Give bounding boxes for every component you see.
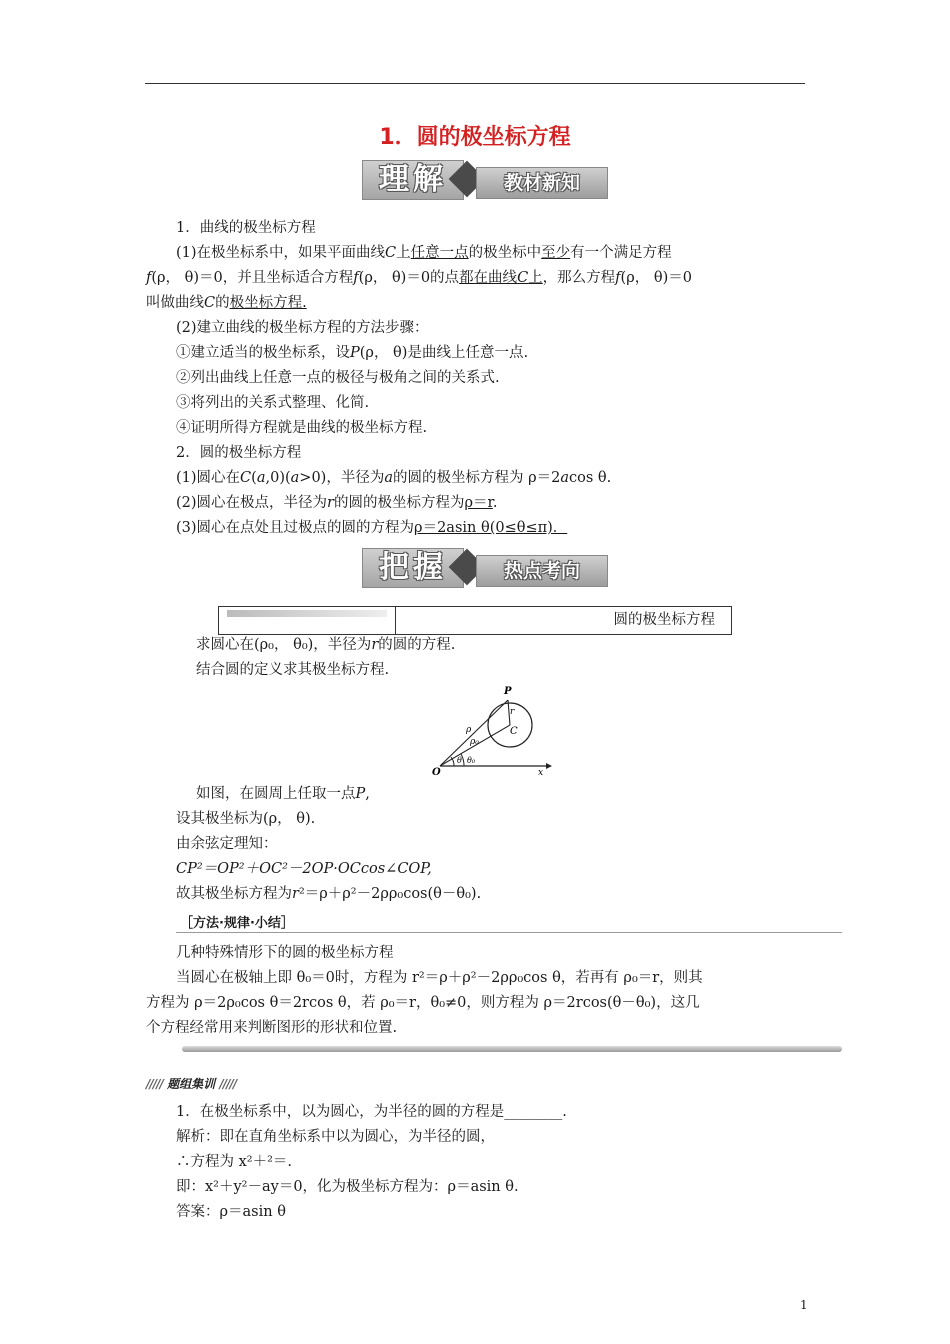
polar-circle-figure: [430, 682, 554, 776]
section-heading: 2．圆的极坐标方程: [176, 445, 302, 461]
summary-line: 当圆心在极轴上即 θ₀＝0时，方程为 r²＝ρ＋ρ²－2ρρ₀cos θ，若再有 ρ₀＝r，则其: [176, 970, 703, 986]
hatch-right-icon: /////: [219, 1077, 237, 1091]
banner-small-text: 教材新知: [476, 167, 608, 199]
solution-line: 故其极坐标方程为r²＝ρ＋ρ²－2ρρ₀cos(θ－θ₀).: [176, 886, 482, 902]
step-item: ④证明所得方程就是曲线的极坐标方程.: [176, 420, 428, 436]
paragraph-line: (3)圆心在点处且过极点的圆的方程为ρ＝2asin θ(0≤θ≤π)．: [176, 520, 568, 536]
solution-formula: CP²＝OP²＋OC²－2OP·OCcos∠COP,: [176, 861, 432, 877]
summary-line: 个方程经常用来判断图形的形状和位置.: [146, 1020, 398, 1036]
label-rho0: ρ₀: [470, 737, 479, 747]
section-heading: 1．曲线的极坐标方程: [176, 220, 316, 236]
decorative-bar: [227, 610, 387, 617]
summary-line: 方程为 ρ＝2ρ₀cos θ＝2rcos θ，若 ρ₀＝r，θ₀≠0，则方程为 ρ＝2rcos(θ－θ₀)，这几: [146, 995, 700, 1011]
banner-big-text: 理解: [362, 160, 464, 200]
label-o: O: [432, 767, 441, 776]
practice-solution: ∴方程为 x²＋²＝.: [176, 1154, 293, 1170]
step-item: ②列出曲线上任意一点的极径与极角之间的关系式.: [176, 370, 500, 386]
banner-grasp: [362, 546, 622, 594]
banner-big-text: 把握: [362, 548, 464, 588]
practice-question: 1．在极坐标系中，以为圆心，为半径的圆的方程是________.: [176, 1104, 567, 1120]
hatch-left-icon: /////: [146, 1077, 163, 1091]
paragraph-line: (1)在极坐标系中，如果平面曲线C上任意一点的极坐标中至少有一个满足方程: [176, 245, 672, 261]
example-hint: 结合圆的定义求其极坐标方程.: [196, 662, 390, 678]
page-number: 1: [800, 1298, 808, 1312]
solution-line: 设其极坐标为(ρ， θ).: [176, 811, 316, 827]
solution-line: 如图，在圆周上任取一点P,: [196, 786, 370, 802]
label-x: x: [538, 768, 544, 776]
topic-table: [218, 606, 732, 635]
practice-solution: 解析：即在直角坐标系中以为圆心，为半径的圆，: [176, 1129, 495, 1145]
paragraph-line: f(ρ， θ)＝0，并且坐标适合方程f(ρ， θ)＝0的点都在曲线C上，那么方程f(ρ， θ)＝0: [146, 270, 692, 286]
label-p: P: [504, 686, 512, 697]
step-item: ①建立适当的极坐标系，设P(ρ， θ)是曲线上任意一点.: [176, 345, 529, 361]
banner-understand: [362, 158, 622, 206]
axis-arrow: [546, 763, 552, 769]
table-cell-right: 圆的极坐标方程: [613, 612, 715, 628]
summary-heading: ［方法·规律·小结］: [180, 912, 300, 931]
practice-answer: 答案：ρ＝asin θ: [176, 1204, 286, 1220]
banner-small-text: 热点考向: [476, 555, 608, 587]
paragraph-line: (1)圆心在C(a,0)(a>0)，半径为a的圆的极坐标方程为 ρ＝2acos θ.: [176, 470, 612, 486]
example-question: 求圆心在(ρ₀， θ₀)，半径为r的圆的方程.: [196, 637, 456, 653]
paragraph-line: 叫做曲线C的极坐标方程.: [146, 295, 307, 311]
table-cell-left: [219, 607, 396, 634]
summary-title: 几种特殊情形下的圆的极坐标方程: [176, 945, 394, 961]
practice-label: ///// 题组集训 /////: [146, 1077, 237, 1091]
paragraph-line: (2)建立曲线的极坐标方程的方法步骤：: [176, 320, 429, 336]
label-rho: ρ: [466, 725, 472, 735]
paragraph-line: (2)圆心在极点，半径为r的圆的极坐标方程为ρ＝r.: [176, 495, 498, 511]
summary-bottom-bar: [182, 1046, 842, 1052]
solution-line: 由余弦定理知：: [176, 836, 278, 852]
summary-top-border: [176, 932, 842, 933]
step-item: ③将列出的关系式整理、化简.: [176, 395, 370, 411]
label-c: C: [510, 726, 518, 737]
header-rule: [145, 83, 805, 84]
practice-solution: 即：x²＋y²－ay＝0，化为极坐标方程为：ρ＝asin θ.: [176, 1179, 519, 1195]
page-title: 1．圆的极坐标方程: [379, 125, 571, 150]
label-r: r: [510, 707, 515, 717]
label-theta0: θ₀: [467, 756, 476, 765]
label-theta: θ: [457, 756, 462, 765]
